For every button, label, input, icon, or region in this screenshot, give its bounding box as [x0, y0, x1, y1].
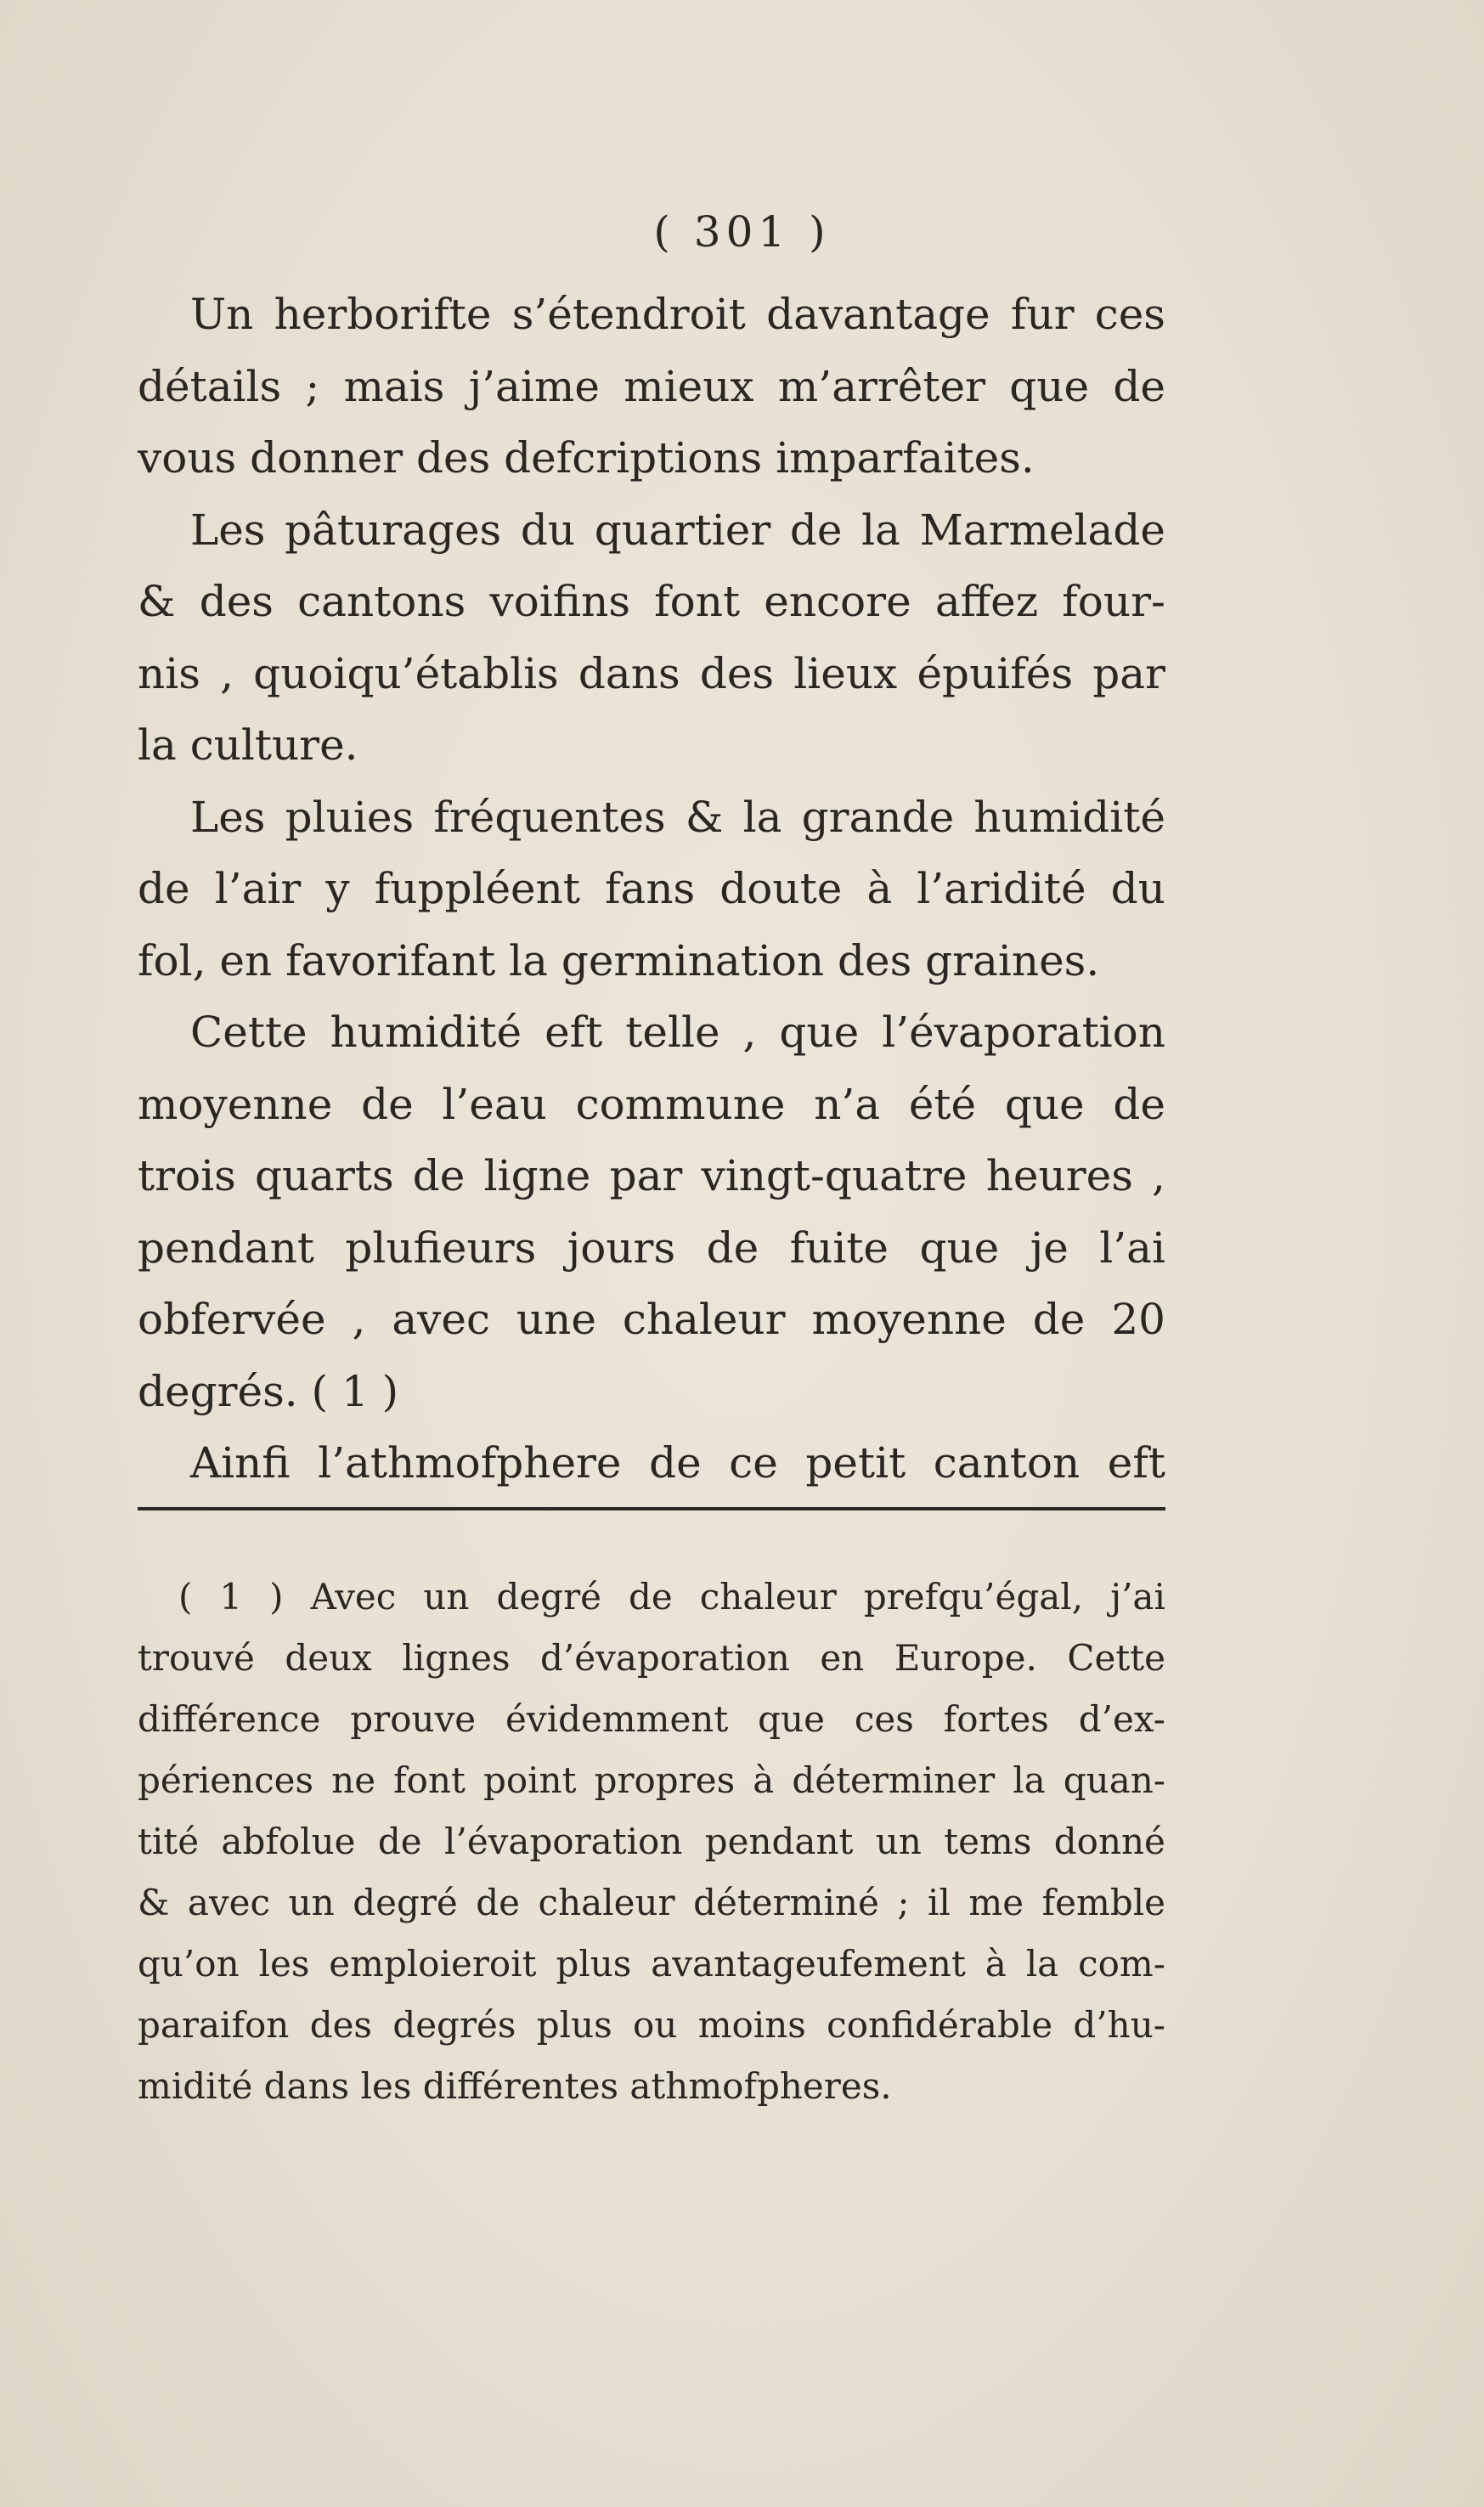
text-line: la culture.: [138, 720, 358, 770]
footnote-line: midité dans les différentes athmofpheres.: [138, 2065, 892, 2107]
text-line: Les pluies fréquentes & la grande humidité: [190, 792, 1165, 842]
footnote: [138, 1567, 1165, 2117]
text-line: Les pâturages du quartier de la Marmelade: [190, 505, 1165, 555]
text-line: vous donner des defcriptions imparfaites.: [138, 433, 1035, 483]
text-line: nis , quoiqu’établis dans des lieux épuifés par: [138, 648, 1165, 698]
footnote-separator-rule: [138, 1507, 1165, 1510]
footnote-line: trouvé deux lignes d’évaporation en Europe. Cette: [138, 1637, 1165, 1679]
footnote-line: & avec un degré de chaleur déterminé ; il me femble: [138, 1882, 1165, 1923]
text-line: Cette humidité eft telle , que l’évaporation: [190, 1008, 1165, 1057]
main-text: [138, 279, 1165, 1499]
footnote-line: qu’on les emploieroit plus avantageufement à la com-: [138, 1943, 1165, 1985]
text-line: fol, en favorifant la germination des graines.: [138, 935, 1100, 985]
text-line: Ainfi l’athmofphere de ce petit canton eft: [190, 1438, 1165, 1488]
text-line: Un herborifte s’étendroit davantage fur ces: [190, 290, 1165, 339]
text-line: & des cantons voifins font encore affez four-: [138, 577, 1165, 626]
text-line: détails ; mais j’aime mieux m’arrêter que de: [138, 361, 1165, 411]
footnote-line: tité abfolue de l’évaporation pendant un tems donné: [138, 1821, 1165, 1862]
text-line: obfervée , avec une chaleur moyenne de 20: [138, 1295, 1165, 1344]
text-line: pendant plufieurs jours de fuite que je l’ai: [138, 1222, 1165, 1273]
page-number: ( 301 ): [653, 207, 831, 257]
footnote-line: ( 1 ) Avec un degré de chaleur prefqu’égal, j’ai: [178, 1576, 1165, 1618]
text-line: de l’air y fuppléent fans doute à l’aridité du: [138, 864, 1165, 913]
footnote-line: paraifon des degrés plus ou moins confidérable d’hu-: [138, 2004, 1165, 2046]
footnote-line: périences ne font point propres à déterminer la quan-: [138, 1759, 1165, 1801]
text-line: degrés. ( 1 ): [138, 1366, 399, 1416]
footnote-line: différence prouve évidemment que ces fortes d’ex-: [138, 1698, 1165, 1740]
text-line: trois quarts de ligne par vingt-quatre heures ,: [138, 1151, 1165, 1200]
text-line: moyenne de l’eau commune n’a été que de: [138, 1079, 1165, 1129]
